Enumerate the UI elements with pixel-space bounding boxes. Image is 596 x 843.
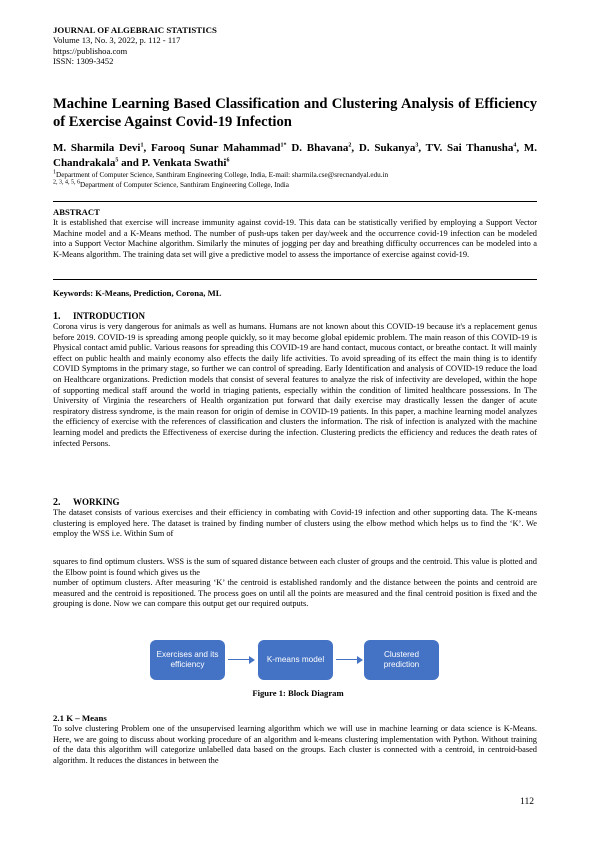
diagram-box-clustered: Clustered prediction xyxy=(364,640,439,680)
author-name: M. Chandrakala xyxy=(53,142,538,169)
author-name: D. Bhavana xyxy=(291,142,349,154)
journal-issn: ISSN: 1309-3452 xyxy=(53,56,114,67)
keywords: Keywords: K-Means, Prediction, Corona, ML xyxy=(53,288,222,298)
author-mark: 3 xyxy=(415,142,419,149)
affiliation-text: Department of Computer Science, Santhiram Engineering College, India, E-mail: sharmila.cse@srecnandyal.edu.in xyxy=(56,171,389,179)
subsection-heading-kmeans: 2.1 K – Means xyxy=(53,713,107,723)
abstract-heading: ABSTRACT xyxy=(53,207,100,217)
author-mark: 2 xyxy=(348,142,352,149)
author-mark: 4 xyxy=(513,142,517,149)
arrow-right-icon xyxy=(336,659,358,660)
section-number: 2. xyxy=(53,497,61,508)
working-text-1: The dataset consists of various exercises and their efficiency in combating with Covid-19 infection and other supporting data. The K-means clustering is employed here. The dataset is trained by finding number of clusters using the elbow method which helps us to find the ‘K’. We employ the WSS i.e. Within Sum of xyxy=(53,508,537,539)
section-title: WORKING xyxy=(73,497,120,507)
paper-title: Machine Learning Based Classification and Clustering Analysis of Efficiency of Exercise Against Covid-19 Infection xyxy=(53,96,537,130)
author-mark: 5 xyxy=(115,157,119,164)
abstract-top-rule xyxy=(53,201,537,202)
block-diagram xyxy=(150,640,446,682)
journal-volume: Volume 13, No. 3, 2022, p. 112 - 117 xyxy=(53,35,181,46)
author-name: TV. Sai Thanusha xyxy=(425,142,514,154)
author-list: M. Sharmila Devi$^1$, Farooq Sunar Mahammad$^{1*}$ D. Bhavana$^2$, D. Sukanya$^3$, TV. Sai Thanusha$^4$, M. Chandrakala$^5$ and P. Venkata Swathi$^6$ xyxy=(53,142,538,169)
affiliation-mark: 2, 3, 4, 5, 6 xyxy=(53,179,80,186)
journal-name: JOURNAL OF ALGEBRAIC STATISTICS xyxy=(53,25,217,35)
diagram-box-kmeans: K-means model xyxy=(258,640,333,680)
author-mark: 6 xyxy=(226,157,230,164)
section-title: INTRODUCTION xyxy=(73,311,146,321)
arrow-right-icon xyxy=(228,659,250,660)
journal-header xyxy=(53,25,217,67)
section-number: 1. xyxy=(53,311,61,322)
affiliation xyxy=(53,181,537,191)
author-name: Farooq Sunar Mahammad xyxy=(150,142,281,154)
working-text-2: squares to find optimum clusters. WSS is the sum of squared distance between each cluster of groups and the centroid. This value is plotted and the Elbow point is found which gives us the xyxy=(53,557,537,577)
journal-url[interactable]: https://publishoa.com xyxy=(53,45,128,56)
figure-caption: Figure 1: Block Diagram xyxy=(252,688,344,698)
page-number: 112 xyxy=(520,796,535,807)
affiliation-mark: 1 xyxy=(53,169,56,176)
abstract-bottom-rule xyxy=(53,279,537,280)
introduction-text: Corona virus is very dangerous for animals as well as humans. Humans are not known about this COVID-19 because it's a replacement genus before 2019. COVID-19 is spreading among people quickly, so it may become global epidemic problem. The main reason of this COVID-19 is Physical contact amid public. Various reasons for spreading this COVID-19 are hand contact, mucous contact, or breathe contact. It will mainly effect on public health and mainly economy also effects the daily life activities. To avoid spreading of its effect the main thing is to identify COVID Symptoms in the primary stage, so further we can control of spreading. Early Identification and analysis of COVID-19 reduce the load on Healthcare organizations. Prediction models that consist of several features to analyze the risk of infectivity are developed, within the hope of supporting medical staff around the world in triaging patients, especially within the condition of limited healthcare possessions. In The University of Virginia the researchers of Health organization put forward that daily exercise may drastically lessen the danger of acute respiratory distress syndrome, is the main reason for origin of demise in COVID-19 patients. In this paper, a machine learning model analyzes the efficiency of exercise with the references of classification and clusters the information. The risk of infection is analyzed with the machine learning model and predicts the Effectiveness of exercise during the infection. Clustering predicts the efficiency and reduces the death rates of infected Persons. xyxy=(53,322,537,448)
affiliation-text: Department of Computer Science, Santhiram Engineering College, India xyxy=(80,180,289,189)
author-name: D. Sukanya xyxy=(358,142,416,154)
author-name: M. Sharmila Devi xyxy=(53,142,141,154)
diagram-box-exercises: Exercises and its efficiency xyxy=(150,640,225,680)
author-mark: 1 xyxy=(140,142,144,149)
author-mark: 1* xyxy=(280,142,287,149)
section-heading-working xyxy=(53,497,120,508)
author-name: P. Venkata Swathi xyxy=(141,157,227,169)
abstract-text: It is established that exercise will increase immunity against covid-19. This data can be statistically verified by employing a Support Vector Machine model and a K-Means method. The number of push-ups taken per day/week and the occurrence covid-19 infection can be modeled into a Support Vector Machine algorithm. Similarly the minutes of jogging per day and breathing difficulty occurrences can be modeled into a K-Means algorithm. The training data set will give a predictive model to assess the importance of exercise against covid-19. xyxy=(53,218,537,259)
section-heading-introduction xyxy=(53,311,145,322)
kmeans-text: To solve clustering Problem one of the unsupervised learning algorithm which we will use in machine learning or data science is K-Means. Here, we are going to discuss about working procedure of an algorithm and k-means clustering implementation with Python. Without training of the data this algorithm will categorize unlabelled data based on the groups. Each cluster is connected with a centroid, in centroid-based algorithm. It reduces the distances in between the xyxy=(53,724,537,765)
affiliation xyxy=(53,171,537,181)
affiliations xyxy=(53,171,537,190)
working-text-3: number of optimum clusters. After measuring ‘K’ the centroid is established randomly and the distance between the points and centroid are measured and the centroid is repositioned. The process goes on until all the points are measured and the final centroid position is fixed and the grouping is done. Now we can compare this output get our required outputs. xyxy=(53,578,537,609)
